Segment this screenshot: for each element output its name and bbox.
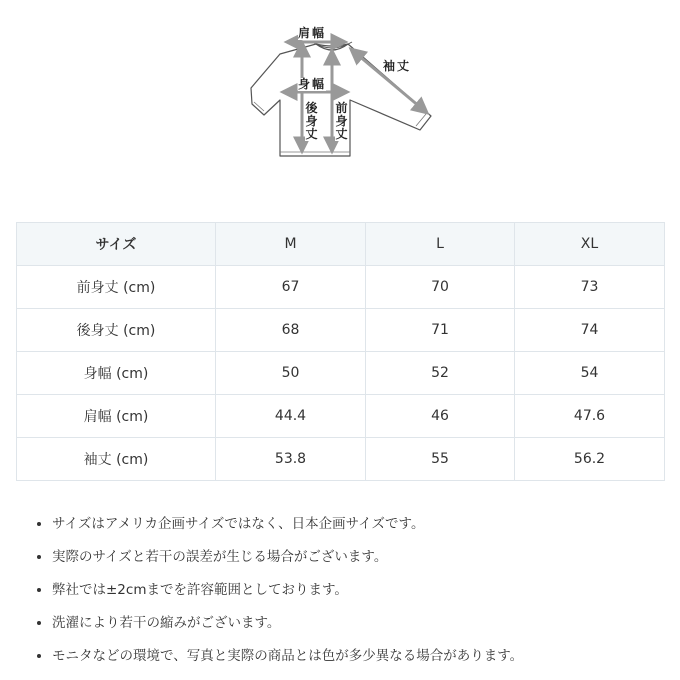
list-item: • モニタなどの環境で、写真と実際の商品とは色が多少異なる場合があります。 xyxy=(52,640,672,673)
table-cell: 68 xyxy=(216,309,366,352)
sleeve-length-label: 袖丈 xyxy=(383,59,412,73)
row-label: 前身丈 (cm) xyxy=(17,266,216,309)
table-cell: 52 xyxy=(366,352,515,395)
list-item: • 弊社では±2cmまでを許容範囲としております。 xyxy=(52,574,672,607)
table-cell: 46 xyxy=(366,395,515,438)
list-item: • 洗濯により若干の縮みがございます。 xyxy=(52,607,672,640)
list-item: • サイズはアメリカ企画サイズではなく、日本企画サイズです。 xyxy=(52,508,672,541)
back-length-label: 後身丈 xyxy=(305,101,318,141)
table-cell: 67 xyxy=(216,266,366,309)
row-label: 袖丈 (cm) xyxy=(17,438,216,481)
table-cell: 56.2 xyxy=(515,438,665,481)
table-cell: 71 xyxy=(366,309,515,352)
table-row xyxy=(17,266,665,309)
front-length-label: 前身丈 xyxy=(335,101,348,141)
body-width-label: 身幅 xyxy=(298,77,327,91)
table-row xyxy=(17,438,665,481)
table-row xyxy=(17,395,665,438)
table-cell: 54 xyxy=(515,352,665,395)
table-cell: 50 xyxy=(216,352,366,395)
header-cell-m: M xyxy=(216,223,366,266)
table-row xyxy=(17,309,665,352)
row-label: 身幅 (cm) xyxy=(17,352,216,395)
table-cell: 47.6 xyxy=(515,395,665,438)
size-chart-table xyxy=(16,222,665,481)
table-header-row xyxy=(17,223,665,266)
long-sleeve-shirt-icon xyxy=(240,18,440,168)
table-cell: 70 xyxy=(366,266,515,309)
table-cell: 55 xyxy=(366,438,515,481)
header-cell-l: L xyxy=(366,223,515,266)
row-label: 肩幅 (cm) xyxy=(17,395,216,438)
header-cell-xl: XL xyxy=(515,223,665,266)
table-cell: 73 xyxy=(515,266,665,309)
notes-list xyxy=(30,508,672,673)
row-label: 後身丈 (cm) xyxy=(17,309,216,352)
table-cell: 74 xyxy=(515,309,665,352)
table-cell: 44.4 xyxy=(216,395,366,438)
shoulder-width-label: 肩幅 xyxy=(298,26,327,40)
list-item: • 実際のサイズと若干の誤差が生じる場合がございます。 xyxy=(52,541,672,574)
garment-diagram xyxy=(240,18,440,168)
header-cell-size: サイズ xyxy=(17,223,216,266)
table-cell: 53.8 xyxy=(216,438,366,481)
table-row xyxy=(17,352,665,395)
